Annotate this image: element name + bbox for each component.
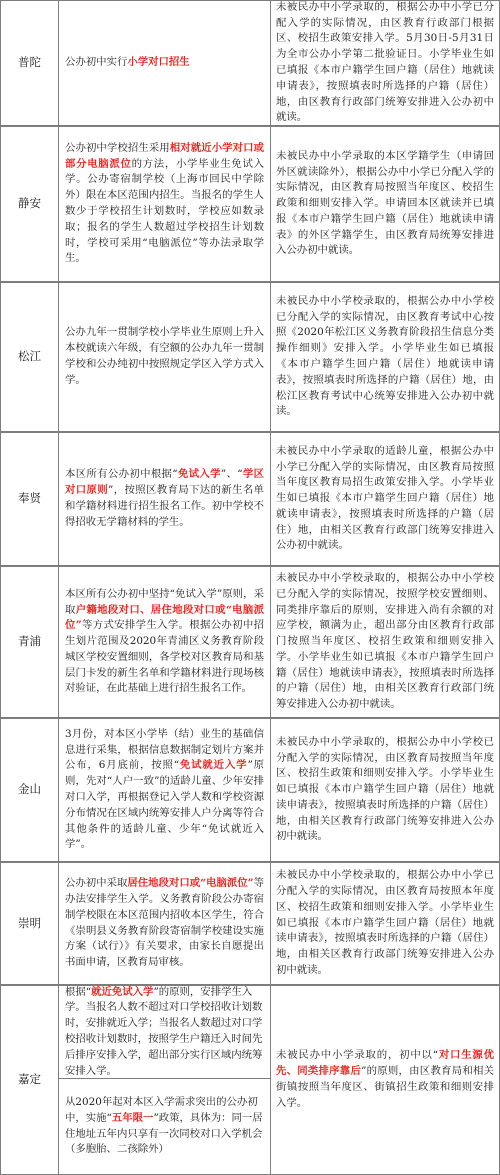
- text-run: 等方式安排学生入学。根据公办初中招生划片范围及2020年青浦区义务教育阶段城区学校安置细则，各学校对区教育局和基层门卡发的新生名单和学籍材料进行现场核对验证，在此基础上进行招生报名工作。: [65, 619, 264, 695]
- table-row: [0, 718, 500, 862]
- text-run: 从2020年起对本区入学需求突出的公办初中，实施“: [65, 1095, 258, 1124]
- cell-text: [276, 1048, 494, 1111]
- cell-text: [65, 985, 264, 1080]
- outcome-cell: [270, 126, 500, 282]
- text-run: 未被民办中小学录取的，初中以“: [276, 1049, 439, 1062]
- cell-text: [65, 727, 264, 853]
- district-cell: 青浦: [0, 566, 58, 718]
- text-run: ”的原则，由区教育局和相关街镇按照当年度区、街镇招生政策和细则安排入学。: [276, 1065, 495, 1109]
- outcome-cell: [270, 566, 500, 718]
- text-run: 等办法安排学生入学。义务教育阶段公办寄宿制学校限在本区范围内招收本区学生，符合《崇明县义务教育阶段寄宿制学校建设实施方案（试行）》有关要求，由家长自愿提出书面申请，区教育局审核。: [65, 877, 265, 969]
- highlighted-text: 免试就近入学: [179, 759, 248, 772]
- cell-text: [65, 325, 264, 388]
- policy-cell: [58, 126, 270, 282]
- text-run: ”政策，具体为：同一居住地址五年内只享有一次同校对口入学机会（多胞胎、二孩除外）: [65, 1111, 263, 1156]
- cell-text: [65, 55, 264, 71]
- text-run: 公办九年一贯制学校小学毕业生原则上升入本校就读六年级，有空额的公办九年一贯制学校和公办纯初中按照规定学区入学方式入学。: [65, 326, 264, 386]
- text-run: ”，按照区教育局下达的新生名单和学籍材料进行招生报名工作。初中学校不得招收无学籍材料的学生。: [65, 484, 265, 528]
- text-run: 公办初中学校招生采用: [65, 141, 170, 154]
- policy-cell: [58, 862, 270, 985]
- policy-note-cell: [58, 1078, 270, 1175]
- policy-cell: [58, 0, 270, 126]
- highlighted-text: 小学对口招生: [127, 56, 190, 69]
- cell-text: [65, 1095, 264, 1158]
- text-run: 公办初中实行: [65, 56, 128, 69]
- table-row: [0, 282, 500, 432]
- table-row: [0, 432, 500, 566]
- text-run: 公办初中采取: [65, 877, 128, 890]
- highlighted-text: 居住地段对口或“电脑派位”: [127, 877, 254, 890]
- highlighted-text: 相对就近小学对口或部分电脑派位: [65, 141, 265, 170]
- text-run: 本区所有公办初中坚持“免试入学”原则，采取: [65, 587, 264, 616]
- cell-text: 未被民办中小学录取的适龄儿童，根据公办中小学已分配入学的实际情况，由区教育局按照当年度区教育局招生政策安排入学。小学毕业生如已填报《本市户籍学生回户籍（居住）地就读申请表》，按照填表时所选择的户籍（居住）地，由相关区教育行政部门统筹安排进入公办初中就读。: [276, 444, 494, 552]
- text-run: ”的原则，安排学生入学。当报名人数不超过对口学校招收计划数时，安排就近入学；当报名人数超过对口学校招收计划数时，按照学生户籍迁入时间先后排序安排入学，超出部分实行区域内统筹安排入学。: [65, 985, 263, 1077]
- text-run: 3月份，对本区小学毕（结）业生的基础信息进行采集，根据信息数据制定划片方案并公布，6月底前，按照“: [65, 727, 264, 772]
- cell-text: [65, 876, 264, 971]
- cell-text: 未被民办中小学录取的本区学籍学生（申请回外区就读除外），根据公办中小学已分配入学的实际情况，由区教育局按照当年度区、校招生政策和细则安排入学。申请回本区就读并已填报《本市户籍学生回户籍（居住）地就读申请表》的外区学籍学生，由区教育局统筹安排进入公办初中就读。: [276, 149, 494, 257]
- text-run: ”、“: [220, 468, 243, 481]
- policy-cell: [58, 432, 270, 566]
- text-run: 的方法，小学毕业生免试入学。公办寄宿制学校（上海市回民中学除外）限在本区范围内招生。当报名的学生人数少于学校招生计划数时，学校应如数录取；报名的学生人数超过学校招生计划数时，学校可采用“电脑派位”等办法录取学生。: [65, 157, 265, 265]
- text-run: 根据“: [65, 985, 92, 998]
- highlighted-text: 免试入学: [177, 468, 221, 481]
- cell-text: 未被民办中小学校录取的，根据公办中小学已分配入学的实际情况，由区教育局按照本年度区、校招生政策和细则安排入学。小学毕业生如已填报《本市户籍学生回户籍（居住）地就读申请表》，按照填表时所选择的户籍（居住）地，由相关区教育行政部门统筹安排进入公办初中就读。: [276, 869, 494, 976]
- highlighted-text: 学区对口原则: [65, 468, 265, 497]
- cell-text: 未被民办中小学校录取的，根据公办中小学校已分配入学的实际情况，由区教育考试中心按照《2020年松江区义务教育阶段招生信息分类操作细则》安排入学。小学毕业生如已填报《本市户籍学生回户籍（居住）地就读申请表》，按照填表时所选择的户籍（居住）地，由松江区教育考试中心统筹安排进入公办初中就读。: [276, 294, 494, 418]
- cell-text: 未被民办中小学录取的，根据公办中小学校已分配入学的实际情况，由区教育局按照当年度区、校招生政策和细则安排入学。小学毕业生如已填报《本市户籍学生回户籍（居住）地就读申请表》，按照填表时所选择的户籍（居住）地，由相关区教育行政部门统筹安排进入公办初中就读。: [276, 735, 494, 843]
- outcome-cell: [270, 432, 500, 566]
- table-row: [0, 566, 500, 718]
- policy-cell: [58, 282, 270, 432]
- table-row: [0, 126, 500, 282]
- district-cell: 金山: [0, 718, 58, 862]
- district-cell: 嘉定: [0, 985, 58, 1175]
- table-row: [0, 985, 500, 1175]
- outcome-cell: [270, 985, 500, 1175]
- outcome-cell: [270, 282, 500, 432]
- highlighted-text: 对口生源优先、同类排序靠后: [276, 1049, 495, 1078]
- district-cell: 奉贤: [0, 432, 58, 566]
- highlighted-text: 户籍地段对口、居住地段对口或“电脑派位”: [65, 603, 265, 632]
- district-cell: 崇明: [0, 862, 58, 985]
- district-cell: 普陀: [0, 0, 58, 126]
- cell-text: [65, 467, 264, 530]
- cell-text: 未被民办中小学校录取的，根据公办中小学校已分配入学的实际情况，按照学校安置细则、同类排序靠后的原则，安排进入尚有余额的对应学校，额满为止，超出部分由区教育行政部门按照当年度区、校招生政策和细则安排入学。小学毕业生如已填报《本市户籍学生回户籍（居住）地就读申请表》，按照填表时所选择的户籍（居住）地，由相关区教育行政部门统筹安排进入公办初中就读。: [276, 571, 494, 711]
- highlighted-text: 就近免试入学: [91, 985, 154, 998]
- outcome-cell: [270, 718, 500, 862]
- policy-cell: [58, 985, 270, 1079]
- table-row: [0, 0, 500, 126]
- outcome-cell: [270, 0, 500, 126]
- cell-text: 未被民办中小学录取的，根据公办中小学已分配入学的实际情况，由区教育行政部门根据区、校招生政策安排入学。5月30日-5月31日为全市公办小学第二批验证日。小学毕业生如已填报《本市户籍学生回户籍（居住）地就读申请表》，按照填表时所选择的户籍（居住）地，由区教育行政部门统筹安排进入公办初中就读。: [276, 0, 494, 124]
- table-row: [0, 862, 500, 985]
- outcome-cell: [270, 862, 500, 985]
- highlighted-text: 五年限一: [111, 1111, 154, 1124]
- text-run: 本区所有公办初中根据“: [65, 468, 178, 481]
- district-cell: 静安: [0, 126, 58, 282]
- text-run: ”原则，先对“人户一致”的适龄儿童、少年安排对口入学，再根据登记入学人数和学校资源分布情况在区域内统筹安排人户分离等符合其他条件的适龄儿童、少年“免试就近入学”。: [65, 759, 265, 851]
- policy-cell: [58, 566, 270, 718]
- district-cell: 松江: [0, 282, 58, 432]
- policy-cell: [58, 718, 270, 862]
- cell-text: [65, 587, 264, 698]
- cell-text: [65, 141, 264, 267]
